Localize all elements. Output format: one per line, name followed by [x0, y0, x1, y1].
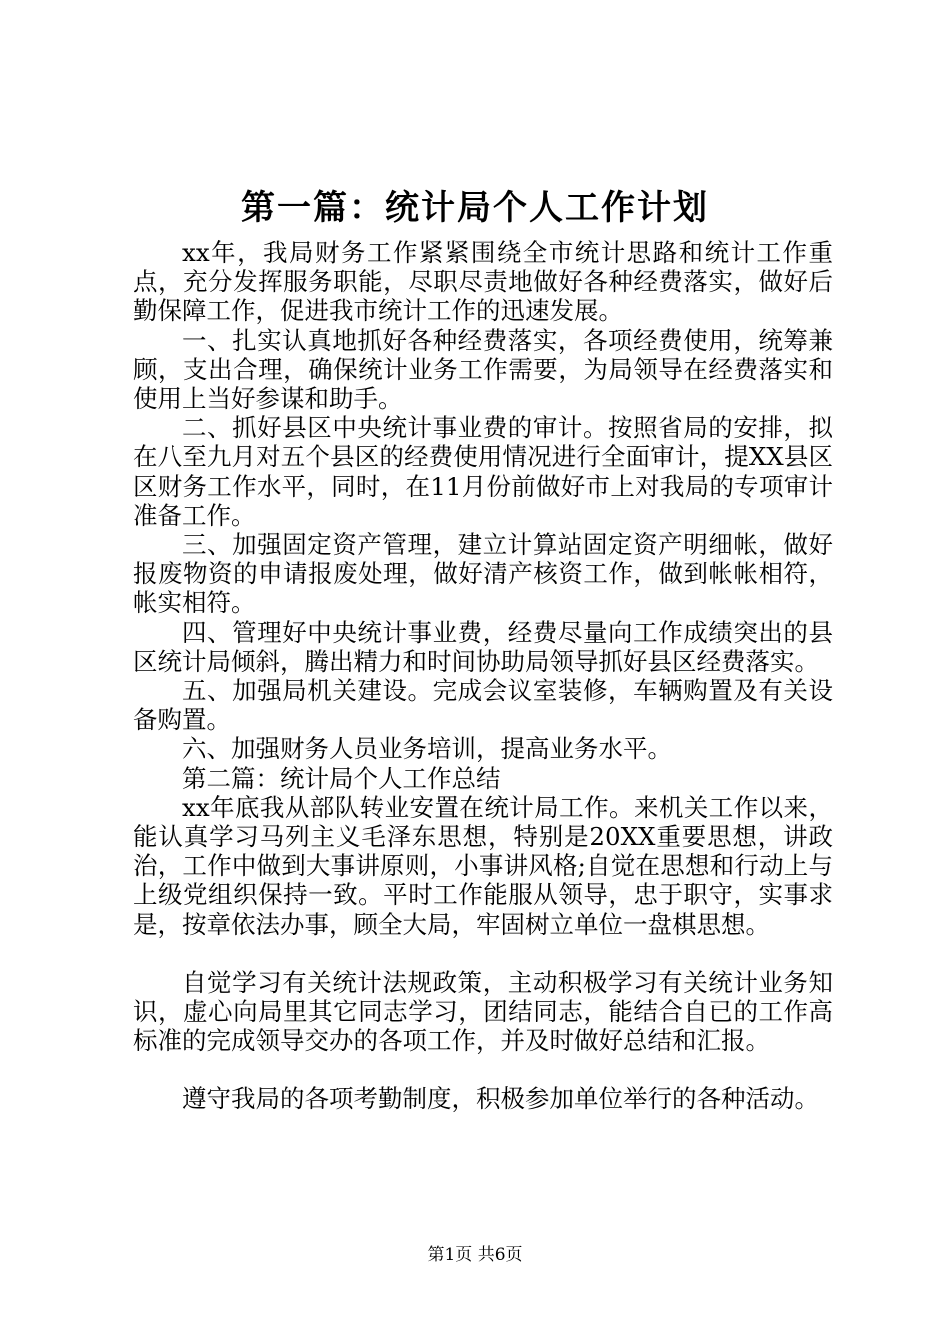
paragraph-intro: xx年，我局财务工作紧紧围绕全市统计思路和统计工作重点，充分发挥服务职能，尽职尽责地做好各种经费落实，做好后勤保障工作，促进我市统计工作的迅速发展。 — [133, 238, 833, 326]
paragraph-summary-3: 遵守我局的各项考勤制度，积极参加单位举行的各种活动。 — [182, 1084, 819, 1114]
page-footer: 第1页 共6页 — [427, 1245, 523, 1265]
paragraph-item-3: 三、加强固定资产管理，建立计算站固定资产明细帐，做好报废物资的申请报废处理，做好清产核资工作，做到帐帐相符，帐实相符。 — [133, 530, 833, 618]
section-heading-2: 第二篇：统计局个人工作总结 — [182, 763, 501, 793]
paragraph-summary-1: xx年底我从部队转业安置在统计局工作。来机关工作以来，能认真学习马列主义毛泽东思想，特别是20XX重要思想，讲政治，工作中做到大事讲原则，小事讲风格;自觉在思想和行动上与上级党组织保持一致。平时工作能服从领导，忠于职守，实事求是，按章依法办事，顾全大局，牢固树立单位一盘棋思想。 — [133, 792, 833, 939]
document-title: 第一篇：统计局个人工作计划 — [241, 188, 709, 228]
document-body — [133, 238, 833, 1114]
paragraph-item-2: 二、抓好县区中央统计事业费的审计。按照省局的安排，拟在八至九月对五个县区的经费使用情况进行全面审计，提XX县区区财务工作水平，同时，在11月份前做好市上对我局的专项审计准备工作。 — [133, 413, 833, 530]
paragraph-item-1: 一、扎实认真地抓好各种经费落实，各项经费使用，统筹兼顾，支出合理，确保统计业务工作需要，为局领导在经费落实和使用上当好参谋和助手。 — [133, 325, 833, 414]
paragraph-item-6: 六、加强财务人员业务培训，提高业务水平。 — [182, 734, 672, 764]
paragraph-item-4: 四、管理好中央统计事业费，经费尽量向工作成绩突出的县区统计局倾斜，腾出精力和时间协助局领导抓好县区经费落实。 — [133, 617, 833, 676]
paragraph-summary-2: 自觉学习有关统计法规政策，主动积极学习有关统计业务知识，虚心向局里其它同志学习，团结同志，能结合自已的工作高标准的完成领导交办的各项工作，并及时做好总结和汇报。 — [133, 967, 833, 1056]
paragraph-item-5: 五、加强局机关建设。完成会议室装修，车辆购置及有关设备购置。 — [133, 676, 833, 735]
